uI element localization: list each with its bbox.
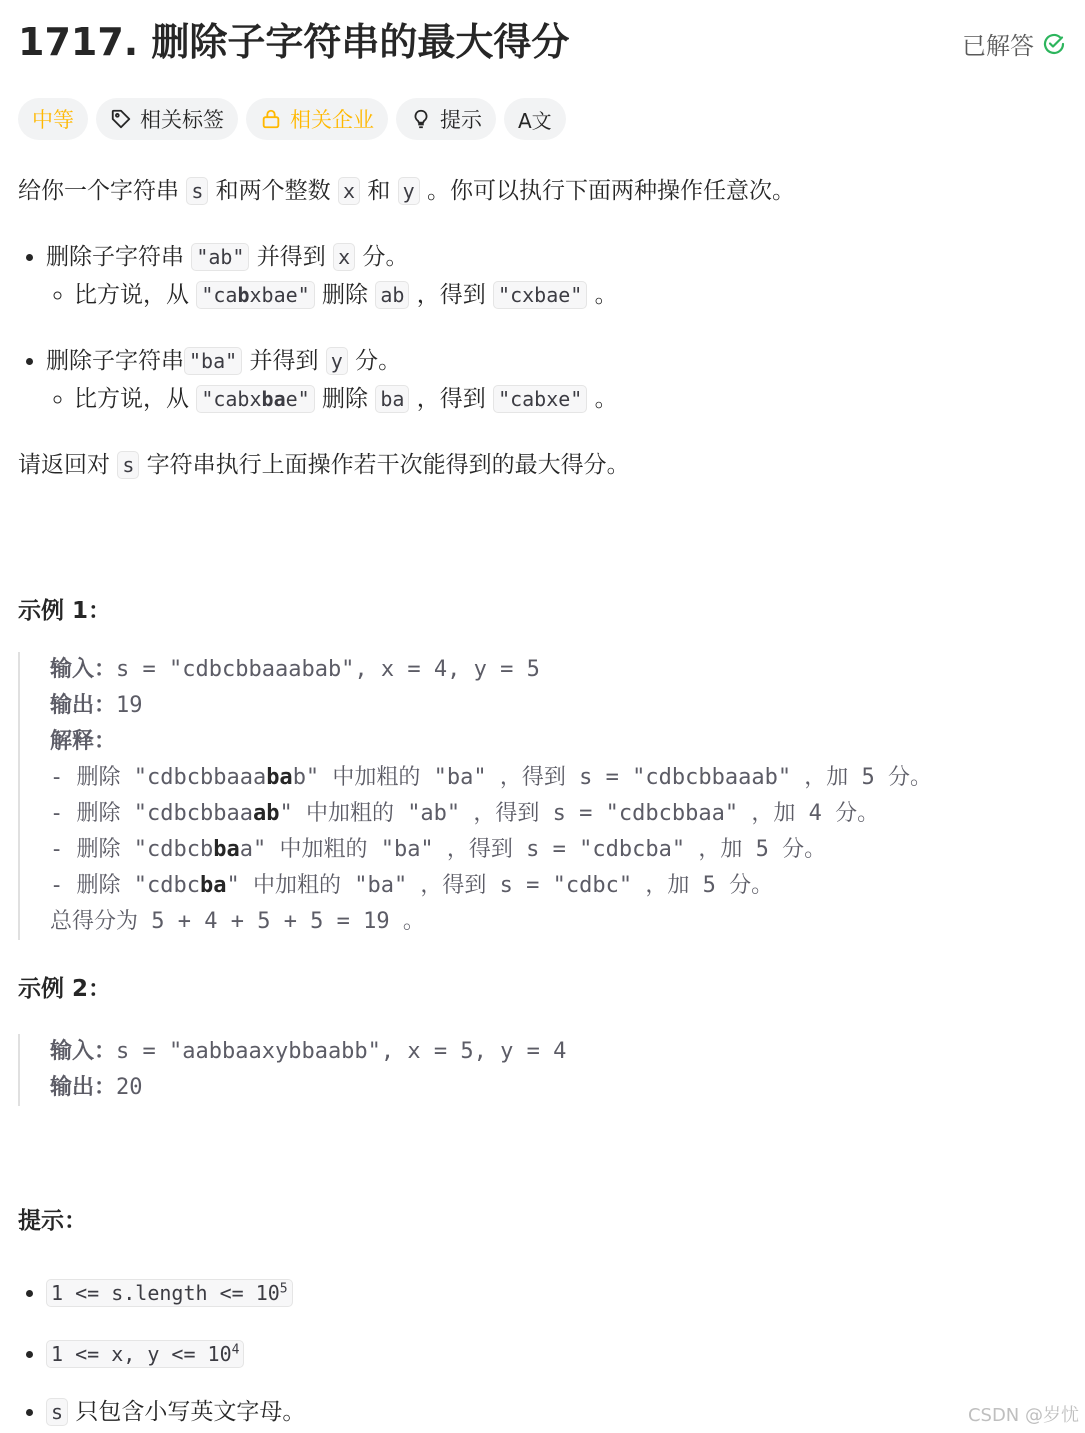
ask-paragraph xyxy=(18,446,1068,484)
constraints-list xyxy=(18,1270,1068,1431)
step-text: - 删除 "cdbcb xyxy=(50,837,214,862)
output-label: 输出： xyxy=(50,1075,117,1100)
solved-status xyxy=(962,26,1066,61)
output-value: 20 xyxy=(116,1075,143,1100)
operation-example xyxy=(74,380,1068,418)
text: 。你可以执行下面两种操作任意次。 xyxy=(419,178,796,204)
example-output-line xyxy=(50,1070,1068,1106)
explain-step xyxy=(50,796,1068,832)
text: 只包含小写英文字母。 xyxy=(68,1399,306,1426)
code-part: "ca xyxy=(201,283,238,307)
inline-code xyxy=(46,1340,244,1368)
difficulty-label: 中等 xyxy=(32,108,74,132)
step-text: - 删除 "cdbc xyxy=(50,873,200,898)
translate-icon: A文 xyxy=(518,108,552,133)
text: 比方说，从 xyxy=(74,282,197,308)
explain-label: 解释： xyxy=(50,729,117,754)
text: 字符串执行上面操作若干次能得到的最大得分。 xyxy=(139,452,630,478)
text: 删除 xyxy=(314,282,376,308)
text: 请返回对 xyxy=(18,452,118,478)
input-label: 输入： xyxy=(50,1039,117,1064)
step-text: " 中加粗的 "ba" ，得到 s = "cdbc" ，加 5 分。 xyxy=(226,873,774,898)
difficulty-badge[interactable] xyxy=(18,98,88,140)
watermark: CSDN @岁忧 xyxy=(967,1405,1079,1426)
text: 并得到 xyxy=(242,348,326,374)
lightbulb-icon xyxy=(410,108,432,130)
title-row xyxy=(18,18,1068,68)
operation-list xyxy=(18,342,1068,418)
inline-code: "cxbae" xyxy=(493,281,587,309)
inline-code: y xyxy=(398,177,420,205)
code-part: 1 <= x, y <= 10 xyxy=(51,1342,232,1367)
problem-title: 1717. 删除子字符串的最大得分 xyxy=(18,20,570,64)
inline-code: x xyxy=(333,243,355,271)
hint-button[interactable] xyxy=(396,98,496,140)
operation-example xyxy=(74,276,1068,314)
step-bold: ab xyxy=(252,801,280,826)
inline-code xyxy=(196,385,314,413)
input-value: s = "aabbaaxybbaabb", x = 5, y = 4 xyxy=(116,1039,567,1064)
inline-code: "ab" xyxy=(191,243,249,271)
text: 和 xyxy=(360,178,398,204)
translate-button[interactable] xyxy=(504,98,566,140)
text: 。 xyxy=(587,386,618,412)
inline-code: ba xyxy=(375,385,409,413)
operation-list xyxy=(18,238,1068,314)
input-label: 输入： xyxy=(50,657,117,682)
example-2-block xyxy=(18,1034,1068,1106)
inline-code: s xyxy=(186,177,208,205)
example-output-line xyxy=(50,688,1068,724)
tag-bar xyxy=(18,98,566,140)
solved-label: 已解答 xyxy=(962,32,1034,60)
operation-item xyxy=(46,342,1068,418)
problem-description xyxy=(18,170,1068,1431)
text: 分。 xyxy=(347,348,402,374)
constraint-item xyxy=(46,1332,1068,1374)
step-text: - 删除 "cdbcbbaaa xyxy=(50,765,267,790)
input-value: s = "cdbcbbaaabab", x = 4, y = 5 xyxy=(116,657,540,682)
code-bold: b xyxy=(237,283,250,307)
exponent: 5 xyxy=(279,1281,288,1296)
related-companies-button[interactable] xyxy=(246,98,388,140)
explain-total: 总得分为 5 + 4 + 5 + 5 = 19 。 xyxy=(50,909,425,934)
example-2-heading: 示例 2： xyxy=(18,976,112,1002)
code-part: xbae" xyxy=(249,283,310,307)
tag-icon xyxy=(110,108,132,130)
constraints-heading: 提示： xyxy=(18,1208,87,1234)
inline-code: ab xyxy=(375,281,409,309)
text: 和两个整数 xyxy=(208,178,338,204)
explain-step xyxy=(50,760,1068,796)
inline-code xyxy=(196,281,314,309)
example-1-heading: 示例 1： xyxy=(18,598,112,624)
step-text: - 删除 "cdbcbbaa xyxy=(50,801,253,826)
hint-label: 提示 xyxy=(440,108,482,132)
inline-code: "ba" xyxy=(184,347,242,375)
code-part: "cabx xyxy=(201,387,262,411)
example-input-line xyxy=(50,1034,1068,1070)
text: 删除子字符串 xyxy=(46,348,184,374)
operation-example-list xyxy=(46,380,1068,418)
step-text: a" 中加粗的 "ba" ，得到 s = "cdbcba" ，加 5 分。 xyxy=(239,837,827,862)
code-part: e" xyxy=(285,387,310,411)
example-1-block xyxy=(18,652,1068,940)
inline-code: x xyxy=(338,177,360,205)
related-tags-label: 相关标签 xyxy=(140,108,224,132)
constraint-item xyxy=(46,1270,1068,1312)
explain-step xyxy=(50,832,1068,868)
output-label: 输出： xyxy=(50,693,117,718)
step-bold: ba xyxy=(213,837,240,862)
example-input-line xyxy=(50,652,1068,688)
operation-example-list xyxy=(46,276,1068,314)
inline-code: "cabxe" xyxy=(493,385,587,413)
inline-code: s xyxy=(117,451,139,479)
text: 并得到 xyxy=(249,244,334,270)
text: ，得到 xyxy=(409,282,494,308)
step-bold: ba xyxy=(266,765,293,790)
operation-item xyxy=(46,238,1068,314)
related-companies-label: 相关企业 xyxy=(290,108,374,132)
intro-paragraph xyxy=(18,172,1068,210)
text: 。 xyxy=(587,282,618,308)
step-text: b" 中加粗的 "ba" ，得到 s = "cdbcbbaaab" ，加 5 分。 xyxy=(292,765,933,790)
text: ，得到 xyxy=(409,386,494,412)
text: 分。 xyxy=(355,244,409,270)
check-circle-icon xyxy=(1042,32,1066,56)
exponent: 4 xyxy=(231,1342,240,1358)
text: 给你一个字符串 xyxy=(18,178,187,204)
text: 比方说，从 xyxy=(74,386,197,412)
output-value: 19 xyxy=(116,693,143,718)
inline-code: y xyxy=(326,347,348,375)
step-text: " 中加粗的 "ab" ，得到 s = "cdbcbbaa" ，加 4 分。 xyxy=(279,801,880,826)
text: 删除 xyxy=(314,386,376,412)
example-explain-line xyxy=(50,724,1068,760)
related-tags-button[interactable] xyxy=(96,98,238,140)
text: 删除子字符串 xyxy=(46,244,192,270)
explain-step xyxy=(50,868,1068,904)
inline-code: s xyxy=(46,1398,68,1426)
constraint-item xyxy=(46,1393,1068,1431)
inline-code xyxy=(46,1279,293,1307)
code-bold: ba xyxy=(261,387,286,411)
step-bold: ba xyxy=(199,873,227,898)
lock-icon xyxy=(260,108,282,130)
code-part: 1 <= s.length <= 10 xyxy=(51,1280,280,1305)
